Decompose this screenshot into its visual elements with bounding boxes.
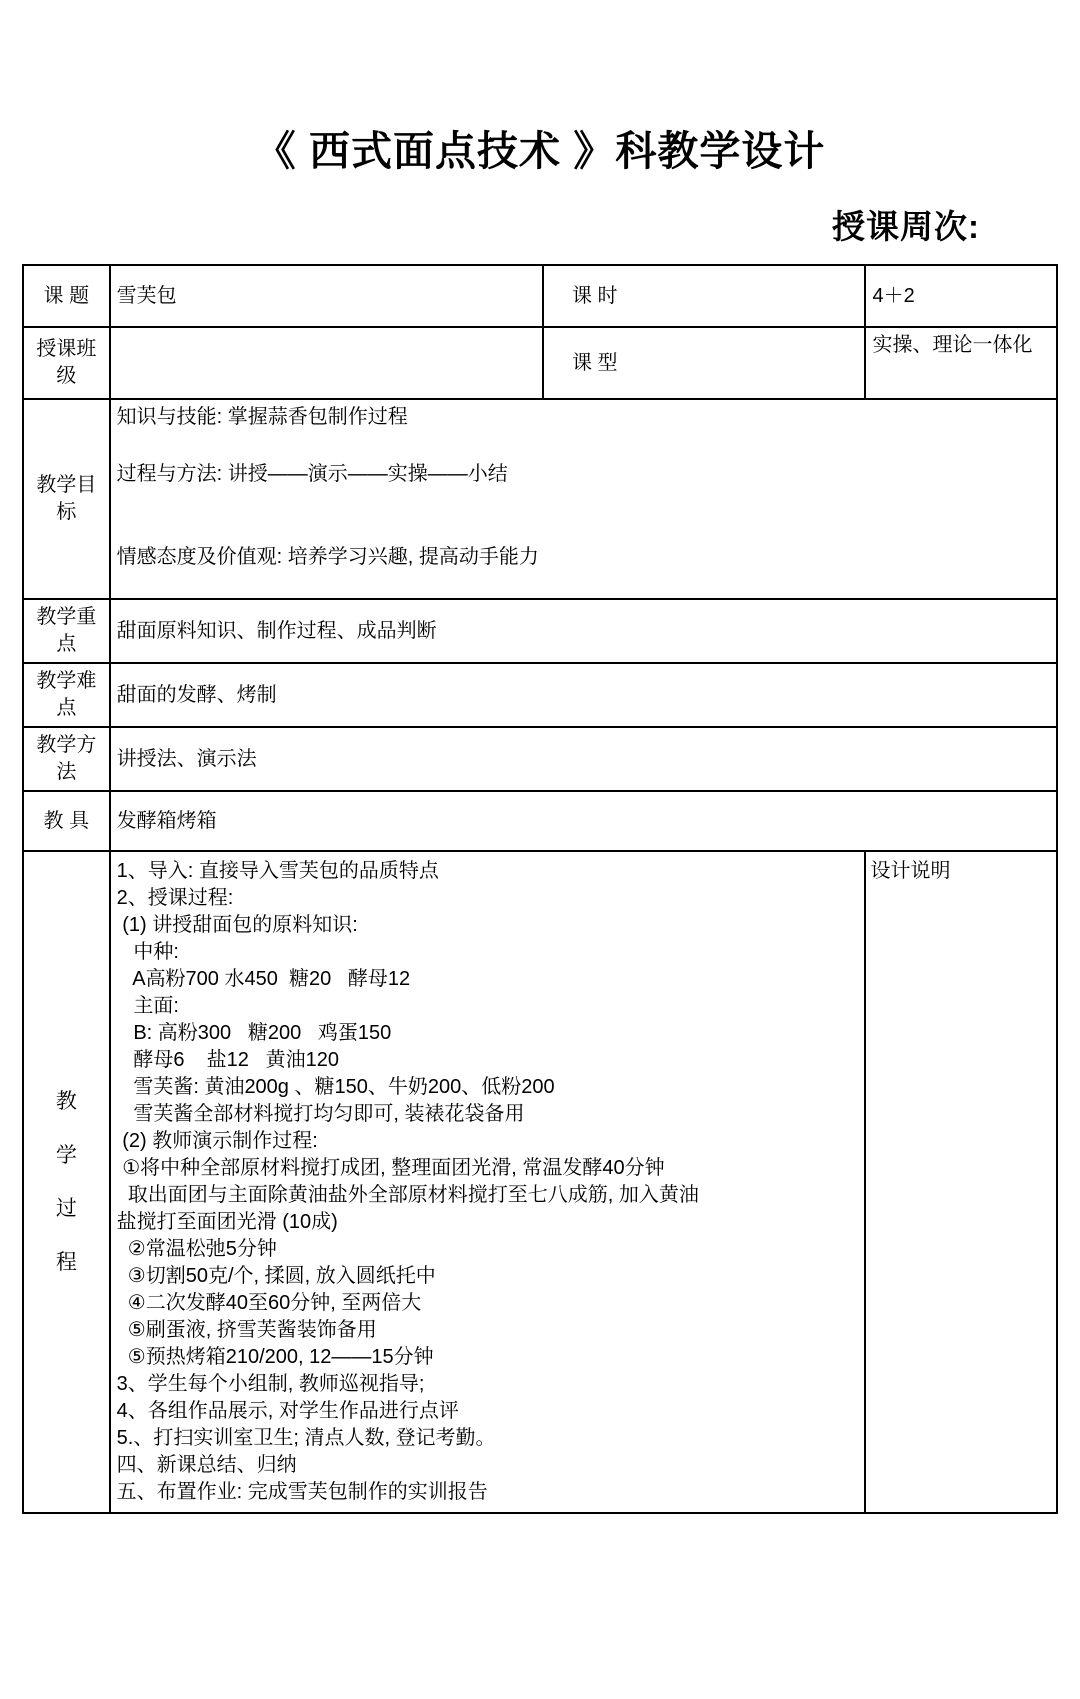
process-line: 雪芙酱全部材料搅打均匀即可, 装裱花袋备用	[116, 1103, 525, 1126]
value-difficulties[interactable]: 甜面的发酵、烤制	[110, 663, 1057, 727]
label-methods: 教学方法	[23, 727, 110, 791]
table-row-methods	[23, 727, 1057, 791]
label-key-points: 教学重点	[23, 599, 110, 663]
value-methods[interactable]: 讲授法、演示法	[110, 727, 1057, 791]
process-line: A高粉700 水450 糖20 酵母12	[116, 968, 411, 991]
label-topic: 课 题	[23, 265, 110, 327]
process-line: 5.、打扫实训室卫生; 清点人数, 登记考勤。	[116, 1427, 496, 1450]
label-teaching-objectives: 教学目标	[23, 399, 110, 599]
table-row-key-points	[23, 599, 1057, 663]
process-line: ⑤刷蛋液, 挤雪芙酱装饰备用	[116, 1319, 377, 1342]
objective-knowledge: 知识与技能: 掌握蒜香包制作过程	[116, 406, 408, 429]
process-line: 2、授课过程:	[116, 887, 234, 910]
process-label-char: 程	[55, 1250, 77, 1274]
objective-process: 过程与方法: 讲授——演示——实操——小结	[116, 463, 508, 486]
value-tools[interactable]: 发酵箱烤箱	[110, 791, 1057, 851]
subtitle-row	[22, 175, 1058, 264]
process-line: ②常温松弛5分钟	[116, 1238, 277, 1261]
value-class-hours[interactable]: 4＋2	[865, 265, 1057, 327]
process-line: ④二次发酵40至60分钟, 至两倍大	[116, 1292, 422, 1315]
process-line: 4、各组作品展示, 对学生作品进行点评	[116, 1400, 459, 1423]
table-row-tools	[23, 791, 1057, 851]
process-line: 酵母6 盐12 黄油120	[116, 1049, 339, 1072]
design-note-column[interactable]	[865, 851, 1057, 1513]
process-line: ①将中种全部原材料搅打成团, 整理面团光滑, 常温发酵40分钟	[116, 1157, 665, 1180]
process-line: 雪芙酱: 黄油200g 、糖150、牛奶200、低粉200	[116, 1076, 555, 1099]
process-label-char: 学	[55, 1143, 77, 1167]
process-line: 盐搅打至面团光滑 (10成)	[116, 1211, 338, 1234]
process-line: 主面:	[116, 995, 179, 1018]
process-line: 五、布置作业: 完成雪芙包制作的实训报告	[116, 1481, 488, 1504]
process-line: 3、学生每个小组制, 教师巡视指导;	[116, 1373, 425, 1396]
table-row-topic	[23, 265, 1057, 327]
label-teaching-class: 授课班级	[23, 327, 110, 399]
objectives-spacer-2	[117, 488, 1050, 544]
process-line: ③切割50克/个, 揉圆, 放入圆纸托中	[116, 1265, 436, 1288]
objective-attitude: 情感态度及价值观: 培养学习兴趣, 提高动手能力	[116, 546, 539, 569]
value-topic[interactable]: 雪芙包	[110, 265, 543, 327]
process-label-char: 过	[55, 1197, 77, 1221]
teaching-week-label: 授课周次:	[832, 208, 980, 246]
value-key-points[interactable]: 甜面原料知识、制作过程、成品判断	[110, 599, 1057, 663]
lesson-plan-table	[22, 264, 1058, 1514]
table-row-difficulties	[23, 663, 1057, 727]
process-line: B: 高粉300 糖200 鸡蛋150	[116, 1022, 392, 1045]
process-line: ⑤预热烤箱210/200, 12——15分钟	[116, 1346, 434, 1369]
table-row-class	[23, 327, 1057, 399]
value-course-type[interactable]: 实操、理论一体化	[865, 327, 1057, 399]
label-course-type: 课 型	[543, 327, 865, 399]
process-line: 1、导入: 直接导入雪芙包的品质特点	[116, 860, 439, 883]
process-line: 中种:	[116, 941, 179, 964]
process-line: (1) 讲授甜面包的原料知识:	[116, 914, 358, 937]
process-line: 四、新课总结、归纳	[116, 1454, 297, 1477]
design-note-header: 设计说明	[870, 860, 951, 883]
table-row-process	[23, 851, 1057, 1513]
value-teaching-class[interactable]	[110, 327, 543, 399]
value-teaching-objectives[interactable]	[110, 399, 1057, 599]
process-line: (2) 教师演示制作过程:	[116, 1130, 318, 1153]
label-teaching-process	[23, 851, 110, 1513]
page-title: 《 西式面点技术 》科教学设计	[254, 128, 826, 174]
objectives-spacer-1	[117, 431, 1050, 461]
value-teaching-process[interactable]	[110, 851, 866, 1513]
process-label-char: 教	[55, 1090, 77, 1114]
label-tools: 教 具	[23, 791, 110, 851]
label-teaching-process-chars	[24, 1075, 109, 1289]
label-class-hours: 课 时	[543, 265, 865, 327]
label-difficulties: 教学难点	[23, 663, 110, 727]
table-row-objectives	[23, 399, 1057, 599]
process-line: 取出面团与主面除黄油盐外全部原材料搅打至七八成筋, 加入黄油	[116, 1184, 699, 1207]
